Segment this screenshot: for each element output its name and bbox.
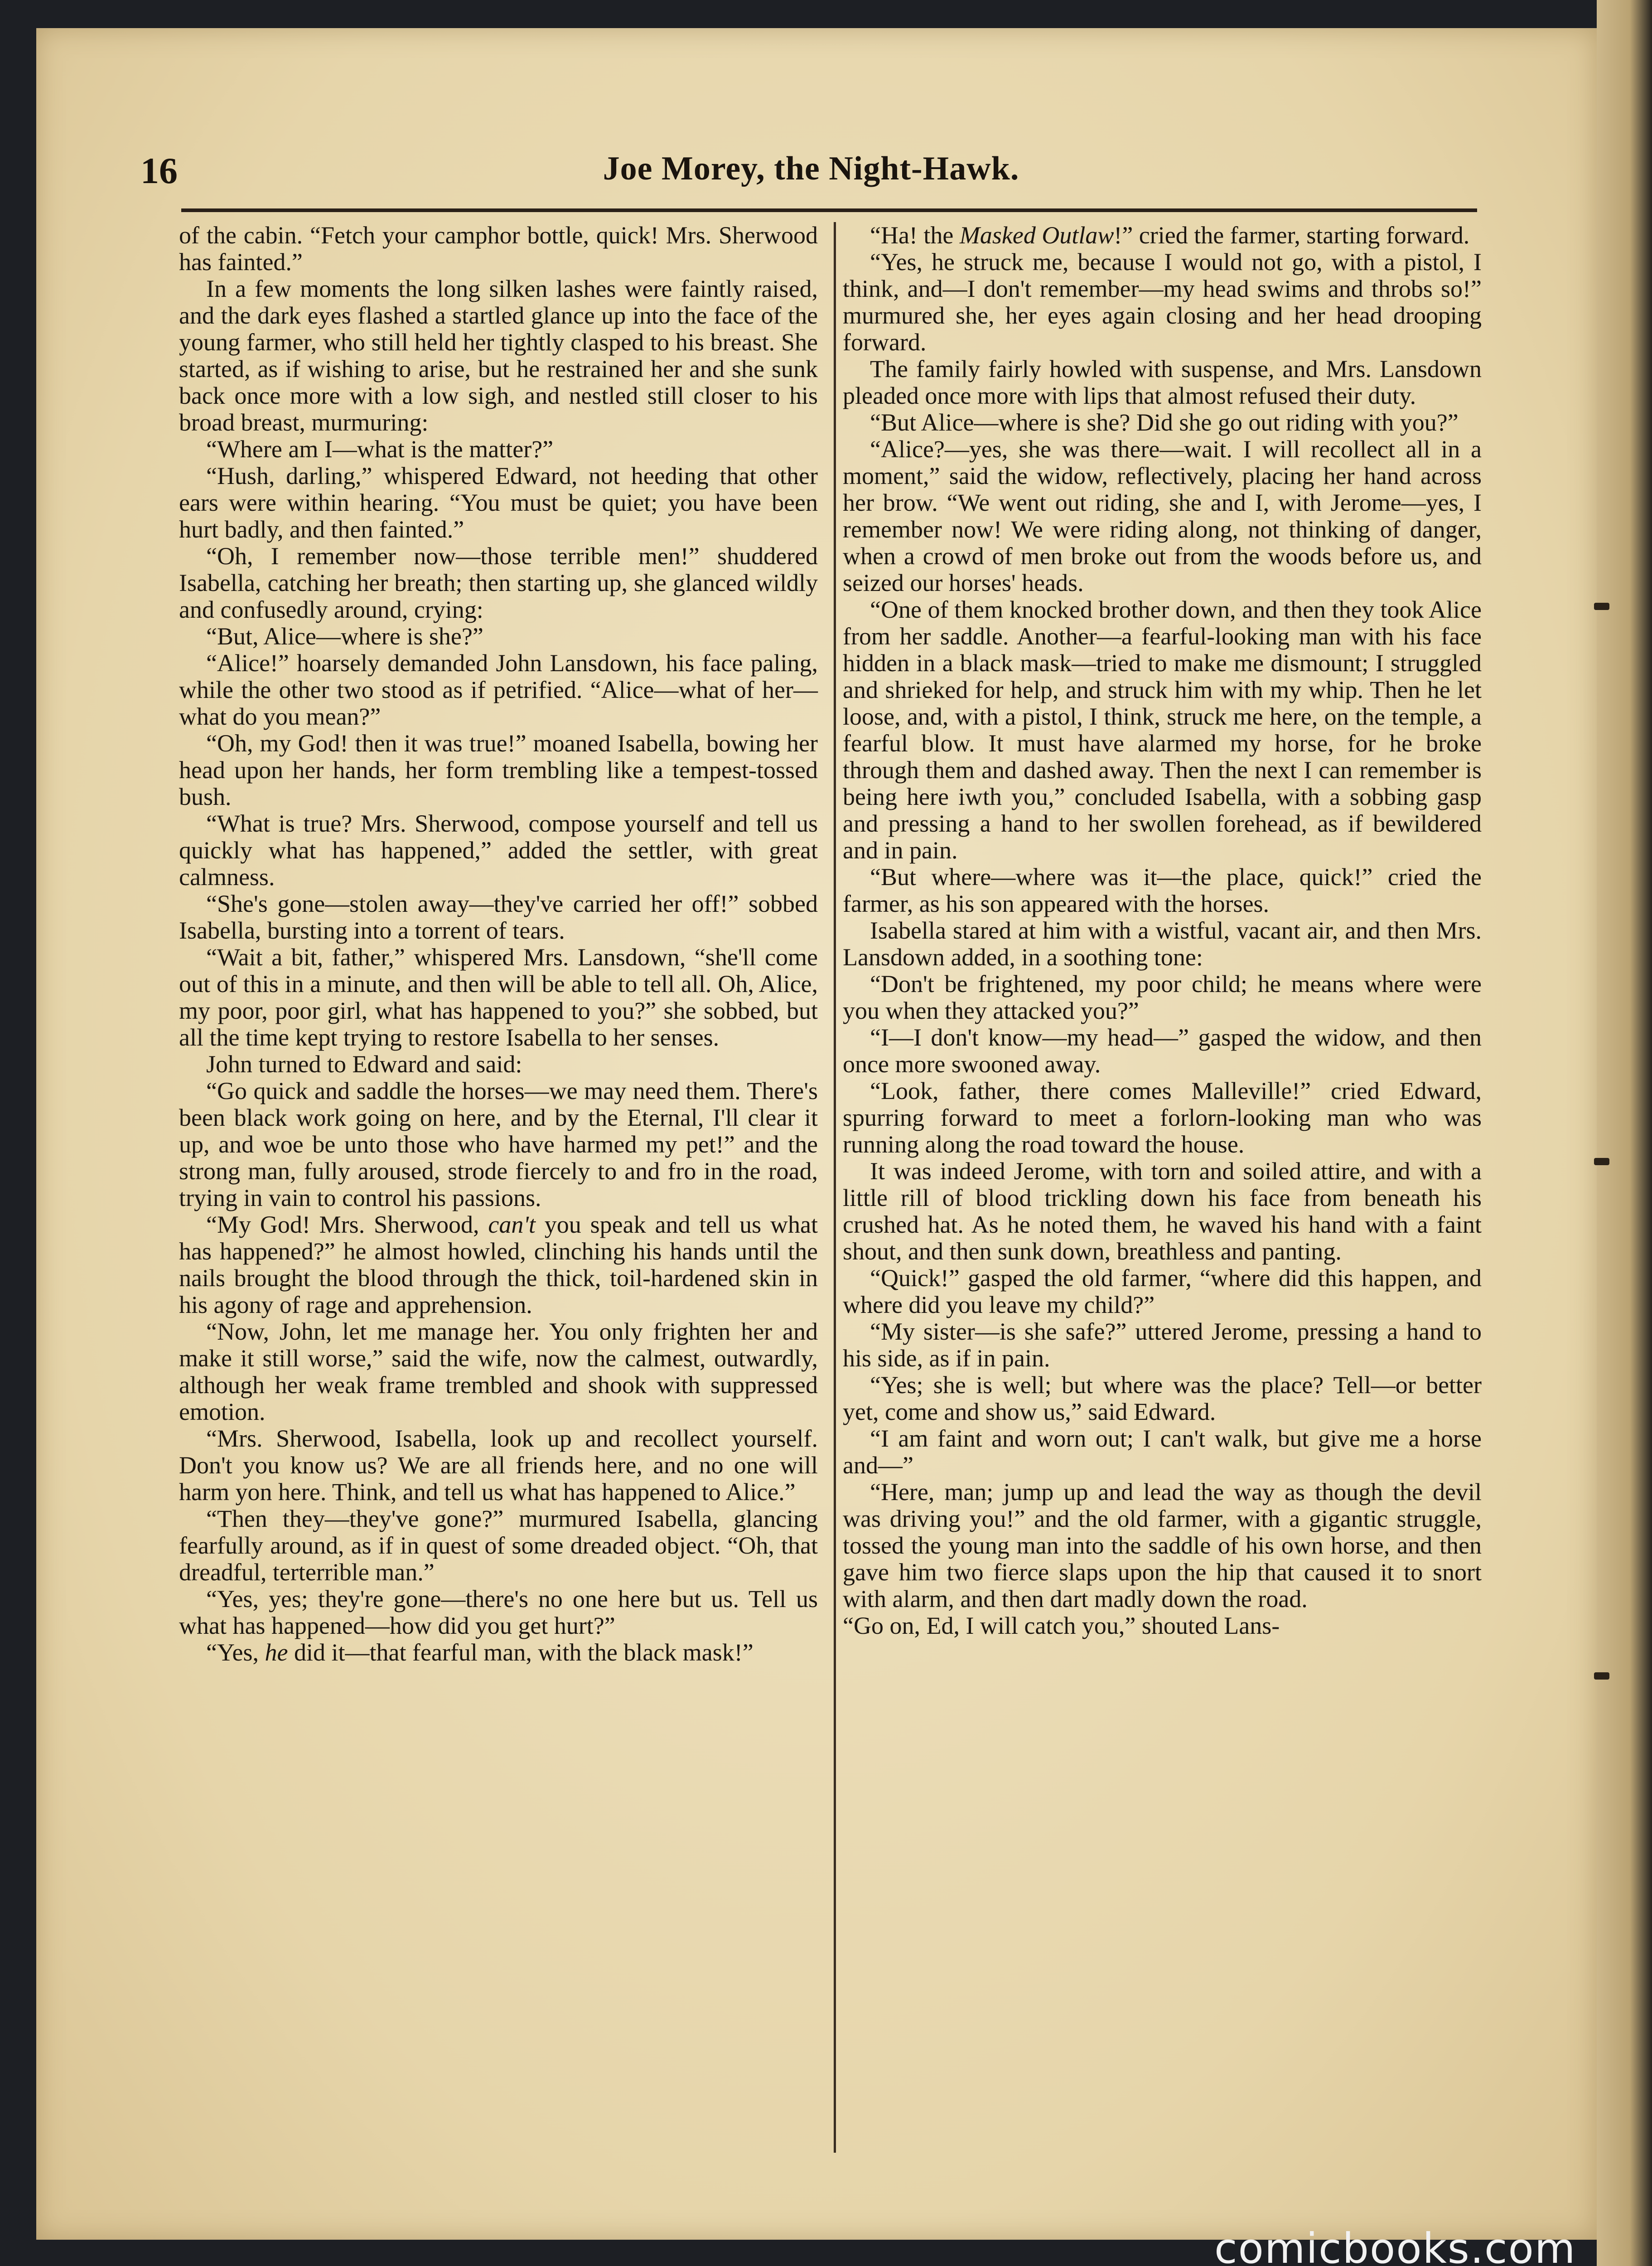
adjacent-page-edge	[1597, 0, 1652, 2266]
paragraph: In a few moments the long silken lashes were faintly raised, and the dark eyes flashed a startled glance up into the face of the young farmer, who still held her tightly clasped to his breast. She started, as if wishing to arise, but he restrained her and she sunk back once more with a low sigh, and nestled still closer to his broad breast, murmuring:	[179, 275, 818, 436]
site-watermark: comicbooks.com	[1214, 2224, 1576, 2266]
paragraph: “Wait a bit, father,” whispered Mrs. Lansdown, “she'll come out of this in a minute, and then will be able to tell all. Oh, Alice, my poor, poor girl, what has happened to you?” she sobbed, but all the time kept trying to restore Isabella to her senses.	[179, 944, 818, 1051]
italic-text: he	[265, 1639, 288, 1666]
paragraph: John turned to Edward and said:	[206, 1051, 522, 1078]
paragraph: “Oh, my God! then it was true!” moaned Isabella, bowing her head upon her hands, her form trembling like a tempest-tossed bush.	[179, 730, 818, 810]
paragraph: “Now, John, let me manage her. You only frighten her and make it still worse,” said the wife, now the calmest, outwardly, although her weak frame trembled and shook with suppressed emotion.	[179, 1318, 818, 1425]
paragraph: “Here, man; jump up and lead the way as though the devil was driving you!” and the old farmer, with a gigantic struggle, tossed the young man into the saddle of his own horse, and then gave him two fierce slaps upon the hip that caused it to snort with alarm, and then dart madly down the road.	[843, 1478, 1482, 1612]
paragraph: “What is true? Mrs. Sherwood, compose yourself and tell us quickly what has happened,” added the settler, with great calmness.	[179, 810, 818, 891]
paragraph: “Hush, darling,” whispered Edward, not heeding that other ears were within hearing. “You must be quiet; you have been hurt badly, and then fainted.”	[179, 462, 818, 543]
paragraph: “One of them knocked brother down, and then they took Alice from her saddle. Another—a fearful-looking man with his face hidden in a black mask—tried to make me dismount; I struggled and shrieked for help, and struck him with my whip. Then he let loose, and, with a pistol, I think, struck me here, on the temple, a fearful blow. It must have alarmed my horse, for he broke through them and dashed away. Then the next I can remember is being here iwth you,” concluded Isabella, with a sobbing gasp and pressing a hand to her swollen forehead, as if bewildered and in pain.	[843, 596, 1482, 864]
paragraph: “Alice?—yes, she was there—wait. I will recollect all in a moment,” said the widow, reflectively, placing her hand across her brow. “We went out riding, she and I, with Jerome—yes, I remember now! We were riding along, not thinking of danger, when a crowd of men broke out from the woods before us, and seized our horses' heads.	[843, 436, 1482, 596]
paragraph: It was indeed Jerome, with torn and soiled attire, and with a little rill of blood trickling down his face from beneath his crushed hat. As he noted them, he waved his hand with a faint shout, and then sunk down, breathless and panting.	[843, 1157, 1482, 1265]
paragraph: of the cabin. “Fetch your camphor bottle, quick! Mrs. Sherwood has fainted.”	[179, 222, 818, 276]
paragraph: “Alice!” hoarsely demanded John Lansdown, his face paling, while the other two stood as if petrified. “Alice—what of her—what do you mean?”	[179, 649, 818, 730]
paragraph: “Don't be frightened, my poor child; he means where were you when they attacked you?”	[843, 970, 1482, 1024]
binding-mark	[1594, 1672, 1609, 1680]
left-column	[179, 222, 818, 1666]
paragraph: “Then they—they've gone?” murmured Isabella, glancing fearfully around, as if in quest of some dreaded object. “Oh, that dreadful, terterrible man.”	[179, 1505, 818, 1586]
paragraph: “But where—where was it—the place, quick!” cried the farmer, as his son appeared with the horses.	[843, 863, 1482, 917]
paragraph: “My God! Mrs. Sherwood, can't you speak and tell us what has happened?” he almost howled, clinching his hands until the nails brought the blood through the thick, toil-hardened skin in his agony of rage and apprehension.	[179, 1211, 818, 1318]
paragraph: “Quick!” gasped the old farmer, “where did this happen, and where did you leave my child?”	[843, 1264, 1482, 1318]
paragraph: “I—I don't know—my head—” gasped the widow, and then once more swooned away.	[843, 1024, 1482, 1078]
page-header	[140, 150, 1482, 195]
page-number: 16	[140, 150, 178, 191]
italic-text: can't	[488, 1211, 536, 1238]
paragraph: “Look, father, there comes Malleville!” cried Edward, spurring forward to meet a forlorn-looking man who was running along the road toward the house.	[843, 1077, 1482, 1158]
paragraph: “Where am I—what is the matter?”	[206, 436, 554, 463]
paragraph: “Mrs. Sherwood, Isabella, look up and recollect yourself. Don't you know us? We are all friends here, and no one will harm yon here. Think, and tell us what has happened to Alice.”	[179, 1425, 818, 1506]
running-title: Joe Morey, the Night-Hawk.	[603, 150, 1019, 187]
paragraph: “Yes; she is well; but where was the place? Tell—or better yet, come and show us,” said Edward.	[843, 1371, 1482, 1425]
paragraph: “My sister—is she safe?” uttered Jerome, pressing a hand to his side, as if in pain.	[843, 1318, 1482, 1372]
paragraph: “But, Alice—where is she?”	[206, 623, 483, 650]
paragraph: “I am faint and worn out; I can't walk, but give me a horse and—”	[843, 1425, 1482, 1479]
paragraph: “Yes, yes; they're gone—there's no one here but us. Tell us what has happened—how did you get hurt?”	[179, 1585, 818, 1639]
paragraph: “But Alice—where is she? Did she go out riding with you?”	[870, 409, 1459, 436]
paragraph: “Yes, he did it—that fearful man, with the black mask!”	[206, 1639, 754, 1666]
paragraph: “Yes, he struck me, because I would not go, with a pistol, I think, and—I don't remember—my head swims and throbs so!” murmured she, her eyes again closing and her head drooping forward.	[843, 248, 1482, 356]
binding-mark	[1594, 603, 1609, 610]
paragraph: “Go on, Ed, I will catch you,” shouted Lans-	[843, 1612, 1280, 1639]
paragraph: “Go quick and saddle the horses—we may need them. There's been black work going on here, and by the Eternal, I'll clear it up, and woe be unto those who have harmed my pet!” and the strong man, fully aroused, strode fiercely to and fro in the road, trying in vain to control his passions.	[179, 1077, 818, 1211]
paragraph: The family fairly howled with suspense, and Mrs. Lansdown pleaded once more with lips that almost refused their duty.	[843, 355, 1482, 409]
italic-text: Masked Outlaw	[959, 222, 1114, 249]
paragraph: “Ha! the Masked Outlaw!” cried the farmer, starting forward.	[870, 222, 1470, 249]
paragraph: Isabella stared at him with a wistful, vacant air, and then Mrs. Lansdown added, in a soothing tone:	[843, 917, 1482, 971]
paragraph: “She's gone—stolen away—they've carried her off!” sobbed Isabella, bursting into a torrent of tears.	[179, 890, 818, 944]
binding-mark	[1594, 1158, 1609, 1165]
right-column	[843, 222, 1482, 1639]
paragraph: “Oh, I remember now—those terrible men!” shuddered Isabella, catching her breath; then starting up, she glanced wildly and confusedly around, crying:	[179, 542, 818, 623]
header-rule	[181, 208, 1477, 212]
column-divider	[834, 222, 836, 2153]
